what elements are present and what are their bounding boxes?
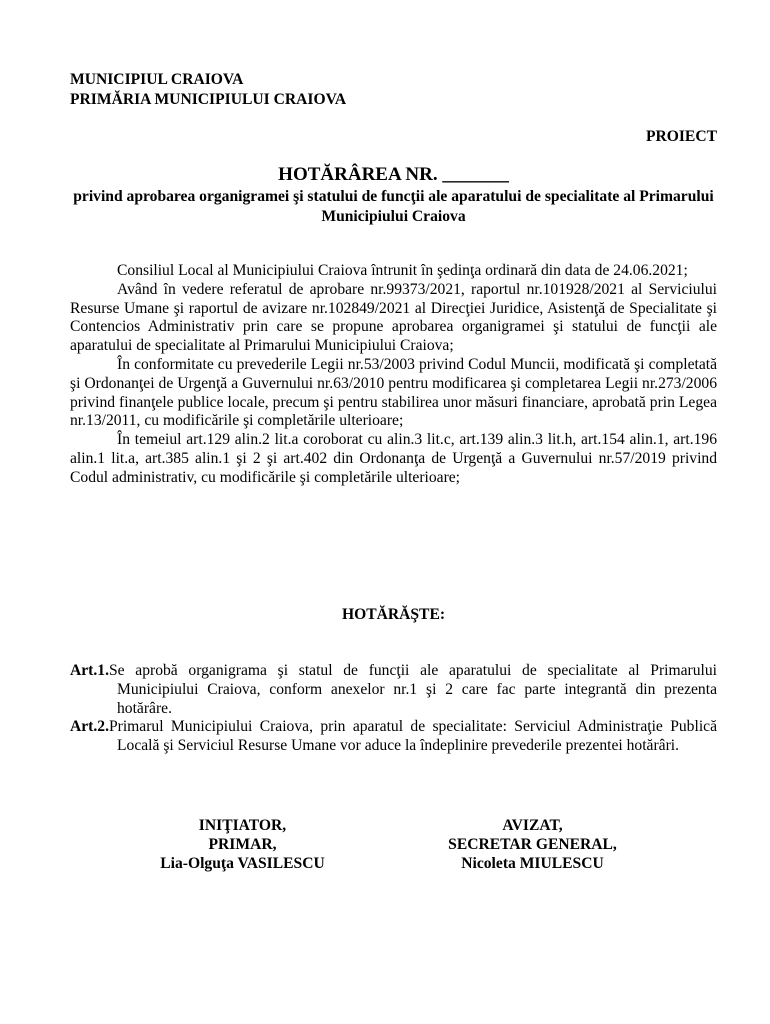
approver-signature [430,816,635,873]
article-label: Art.2. [70,718,109,736]
decision-subtitle: privind aprobarea organigramei şi statului de funcţii ale aparatului de specialitate al Primarului Municipiului Craiova [73,188,714,225]
document-page [70,0,717,1024]
decision-title: HOTĂRÂREA NR. _______ [278,164,509,185]
preamble-paragraph: În temeiul art.129 alin.2 lit.a coroborat cu alin.3 lit.c, art.139 alin.3 lit.h, art.154 alin.1, art.196 alin.1 lit.a, art.385 alin.1 şi 2 şi art.402 din Ordonanţa de Urgenţă a Guvernului nr.57/2019 privind Codul administrativ, cu modificările şi completările ulterioare; [70,431,717,486]
article-label: Art.1. [70,662,109,679]
city-hall-name: PRIMĂRIA MUNICIPIULUI CRAIOVA [70,91,347,108]
article-2 [70,718,717,756]
article-text: Primarul Municipiului Craiova, prin aparatul de specialitate: Serviciul Administraţie Publică Locală şi Serviciul Resurse Umane vor aduce la îndeplinire prevederile prezentei hotărâri. [108,718,717,755]
articles [70,662,717,756]
article-1 [70,662,717,718]
preamble-paragraph: În conformitate cu prevederile Legii nr.53/2003 privind Codul Muncii, modificată şi completată şi Ordonanţei de Urgenţă a Guvernului nr.63/2010 pentru modificarea şi completarea Legii nr.273/2006 privind finanţele publice locale, precum şi pentru stabilirea unor măsuri financiare, aprobată prin Legea nr.13/2011, cu modificările şi completările ulterioare; [70,355,717,430]
initiator-role: INIŢIATOR, [198,817,287,834]
approver-role: AVIZAT, [502,817,563,834]
preamble-paragraph: Având în vedere referatul de aprobare nr.99373/2021, raportul nr.101928/2021 al Serviciului Resurse Umane şi raportul de avizare nr.102849/2021 al Direcţiei Juridice, Asistenţă de Specialitate şi Contencios Administrativ prin care se propune aprobarea organigramei şi statului de funcţii ale aparatului de specialitate al Primarului Municipiului Craiova; [70,280,717,355]
municipality-name: MUNICIPIUL CRAIOVA [70,71,244,88]
article-text: Se aprobă organigrama şi statul de funcţii ale aparatului de specialitate al Primarului Municipiului Craiova, conform anexelor nr.1 şi 2 care fac parte integrantă din prezenta hotărâre. [108,662,717,717]
initiator-name: Lia-Olguţa VASILESCU [160,855,325,872]
decision-heading: HOTĂRĂŞTE: [341,606,446,623]
preamble [70,262,717,488]
signature-block [70,816,717,886]
approver-name: Nicoleta MIULESCU [461,855,604,872]
approver-title: SECRETAR GENERAL, [448,836,617,853]
institution-header [70,70,346,110]
initiator-signature [140,816,345,873]
preamble-paragraph: Consiliul Local al Municipiului Craiova întrunit în şedinţa ordinară din data de 24.06.2021; [117,262,688,279]
document-status: PROIECT [645,128,717,145]
initiator-title: PRIMAR, [208,836,277,853]
